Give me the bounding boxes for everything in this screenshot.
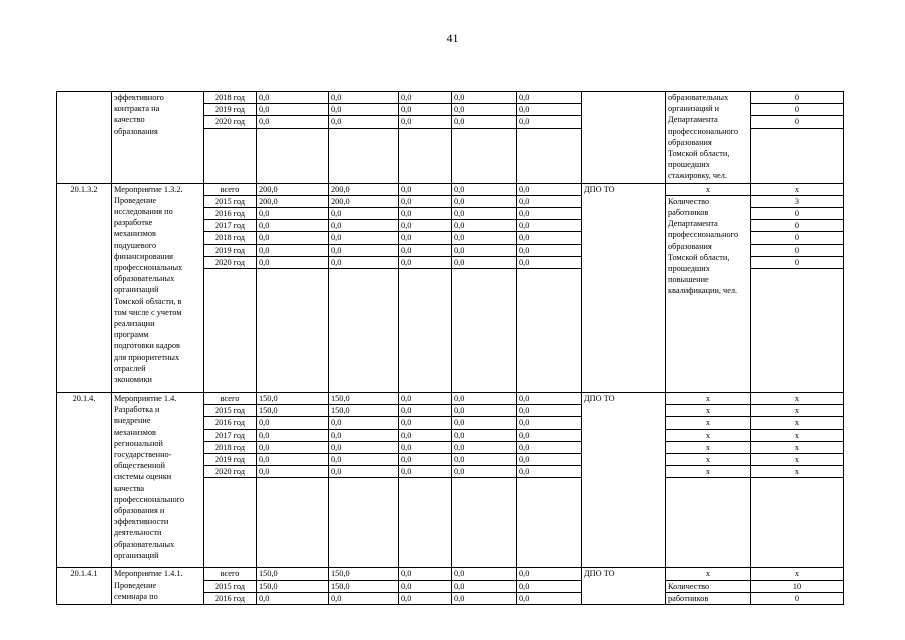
- indicator-value: 0: [751, 116, 844, 128]
- value-cell: 0,0: [452, 220, 517, 232]
- value-cell: 0,0: [452, 592, 517, 604]
- value-cell: 0,0: [257, 454, 329, 466]
- executor-cell: ДПО ТО: [582, 183, 666, 392]
- result-description: х: [666, 441, 751, 453]
- indicator-value: х: [751, 568, 844, 580]
- value-cell: 0,0: [517, 393, 582, 405]
- value-cell: 0,0: [399, 183, 452, 195]
- row-name: эффективного контракта на качество образования: [112, 92, 204, 184]
- table-row: [57, 568, 844, 580]
- value-cell: 0,0: [399, 393, 452, 405]
- row-name: Мероприятие 1.4.1. Проведение семинара по: [112, 568, 204, 605]
- value-cell: 0,0: [452, 208, 517, 220]
- indicator-value: х: [751, 393, 844, 405]
- value-cell: 0,0: [329, 429, 399, 441]
- value-cell: 150,0: [329, 580, 399, 592]
- value-cell: 0,0: [329, 256, 399, 268]
- indicator-value: 0: [751, 592, 844, 604]
- value-cell: 0,0: [399, 116, 452, 128]
- value-cell: 150,0: [257, 580, 329, 592]
- indicator-value: 3: [751, 195, 844, 207]
- result-description: х: [666, 429, 751, 441]
- value-cell: 0,0: [399, 454, 452, 466]
- result-description: образовательных организаций и Департамента профессионального образования Томской области, прошедших стажировку, чел.: [666, 92, 751, 184]
- value-cell: 0,0: [517, 405, 582, 417]
- value-cell: 200,0: [329, 195, 399, 207]
- value-cell: 0,0: [452, 195, 517, 207]
- year-cell: 2017 год: [204, 220, 257, 232]
- value-cell: 0,0: [329, 592, 399, 604]
- value-cell: 0,0: [399, 417, 452, 429]
- indicator-value: 0: [751, 104, 844, 116]
- value-cell: 0,0: [399, 466, 452, 478]
- value-cell: 0,0: [452, 393, 517, 405]
- value-cell: 0,0: [452, 92, 517, 104]
- value-cell: 0,0: [517, 441, 582, 453]
- value-cell: 0,0: [517, 183, 582, 195]
- page-number: 41: [446, 31, 459, 45]
- value-cell: 0,0: [257, 208, 329, 220]
- value-cell: 0,0: [329, 232, 399, 244]
- value-cell: 0,0: [257, 104, 329, 116]
- value-cell: 0,0: [257, 116, 329, 128]
- value-cell: 0,0: [257, 417, 329, 429]
- result-description: х: [666, 454, 751, 466]
- value-cell: 0,0: [257, 256, 329, 268]
- value-cell: 0,0: [399, 92, 452, 104]
- year-cell: 2019 год: [204, 454, 257, 466]
- year-cell: 2015 год: [204, 405, 257, 417]
- value-cell: 0,0: [517, 220, 582, 232]
- value-cell: 0,0: [399, 405, 452, 417]
- year-cell: 2020 год: [204, 256, 257, 268]
- value-cell: 0,0: [399, 256, 452, 268]
- value-cell: 200,0: [329, 183, 399, 195]
- executor-cell: ДПО ТО: [582, 393, 666, 568]
- value-cell: 0,0: [329, 244, 399, 256]
- value-cell: 0,0: [329, 208, 399, 220]
- year-cell: 2016 год: [204, 417, 257, 429]
- value-cell: 0,0: [329, 417, 399, 429]
- value-cell: 0,0: [329, 220, 399, 232]
- year-cell: 2018 год: [204, 441, 257, 453]
- year-cell: всего: [204, 393, 257, 405]
- value-cell: 0,0: [452, 244, 517, 256]
- value-cell: 0,0: [452, 405, 517, 417]
- value-cell: 0,0: [399, 568, 452, 580]
- indicator-value: х: [751, 429, 844, 441]
- value-cell: 0,0: [452, 441, 517, 453]
- value-cell: 0,0: [329, 92, 399, 104]
- year-cell: 2017 год: [204, 429, 257, 441]
- year-cell: 2015 год: [204, 195, 257, 207]
- value-cell: 200,0: [257, 183, 329, 195]
- table-row: [57, 183, 844, 195]
- value-cell: 0,0: [517, 454, 582, 466]
- value-cell: 0,0: [257, 592, 329, 604]
- result-description: х: [666, 417, 751, 429]
- result-description: работников: [666, 592, 751, 604]
- value-cell: 0,0: [452, 568, 517, 580]
- value-cell: 0,0: [517, 429, 582, 441]
- table-row: [57, 92, 844, 104]
- value-cell: 0,0: [452, 417, 517, 429]
- value-cell: 0,0: [517, 195, 582, 207]
- program-table: [56, 91, 844, 605]
- value-cell: 0,0: [329, 466, 399, 478]
- value-cell: 150,0: [329, 393, 399, 405]
- value-cell: 0,0: [257, 244, 329, 256]
- value-cell: 0,0: [517, 92, 582, 104]
- value-cell: 0,0: [399, 429, 452, 441]
- indicator-value: х: [751, 454, 844, 466]
- value-cell: 0,0: [517, 568, 582, 580]
- value-cell: 0,0: [452, 580, 517, 592]
- value-cell: 0,0: [257, 92, 329, 104]
- indicator-value: 10: [751, 580, 844, 592]
- year-cell: 2019 год: [204, 104, 257, 116]
- indicator-value: 0: [751, 92, 844, 104]
- value-cell: 0,0: [517, 256, 582, 268]
- indicator-value: х: [751, 405, 844, 417]
- value-cell: 0,0: [257, 429, 329, 441]
- value-cell: 0,0: [329, 104, 399, 116]
- row-code: 20.1.4.: [57, 393, 112, 568]
- value-cell: 0,0: [399, 195, 452, 207]
- value-cell: 0,0: [399, 232, 452, 244]
- value-cell: 0,0: [517, 244, 582, 256]
- year-cell: 2015 год: [204, 580, 257, 592]
- value-cell: 0,0: [452, 429, 517, 441]
- year-cell: 2020 год: [204, 116, 257, 128]
- year-cell: 2018 год: [204, 232, 257, 244]
- value-cell: 0,0: [257, 466, 329, 478]
- value-cell: 0,0: [452, 466, 517, 478]
- value-cell: 200,0: [257, 195, 329, 207]
- row-code: [57, 92, 112, 184]
- indicator-value: х: [751, 417, 844, 429]
- value-cell: 0,0: [517, 580, 582, 592]
- value-cell: 0,0: [452, 232, 517, 244]
- result-description: х: [666, 393, 751, 405]
- value-cell: 0,0: [517, 104, 582, 116]
- indicator-value: 0: [751, 256, 844, 268]
- value-cell: 0,0: [452, 256, 517, 268]
- value-cell: 0,0: [399, 441, 452, 453]
- result-description: Количество: [666, 580, 751, 592]
- value-cell: 0,0: [399, 104, 452, 116]
- value-cell: 150,0: [257, 393, 329, 405]
- result-description: х: [666, 405, 751, 417]
- result-description: х: [666, 568, 751, 580]
- indicator-value: 0: [751, 232, 844, 244]
- value-cell: 0,0: [399, 220, 452, 232]
- value-cell: 0,0: [452, 183, 517, 195]
- value-cell: 0,0: [399, 580, 452, 592]
- row-code: 20.1.3.2: [57, 183, 112, 392]
- value-cell: 0,0: [329, 441, 399, 453]
- result-description: х: [666, 466, 751, 478]
- row-code: 20.1.4.1: [57, 568, 112, 605]
- table-row: [57, 393, 844, 405]
- result-description: Количество работников Департамента профессионального образования Томской области, прошедших повышение квалификации, чел.: [666, 195, 751, 392]
- value-cell: 0,0: [329, 454, 399, 466]
- value-cell: 0,0: [517, 466, 582, 478]
- year-cell: 2019 год: [204, 244, 257, 256]
- year-cell: 2020 год: [204, 466, 257, 478]
- value-cell: 0,0: [452, 454, 517, 466]
- indicator-value: х: [751, 183, 844, 195]
- indicator-value: 0: [751, 244, 844, 256]
- value-cell: 150,0: [329, 405, 399, 417]
- year-cell: всего: [204, 568, 257, 580]
- year-cell: 2016 год: [204, 208, 257, 220]
- value-cell: 0,0: [257, 220, 329, 232]
- value-cell: 0,0: [399, 244, 452, 256]
- value-cell: 150,0: [257, 568, 329, 580]
- value-cell: 0,0: [452, 104, 517, 116]
- value-cell: 0,0: [517, 232, 582, 244]
- value-cell: 150,0: [329, 568, 399, 580]
- value-cell: 0,0: [517, 116, 582, 128]
- value-cell: 0,0: [257, 232, 329, 244]
- value-cell: 0,0: [329, 116, 399, 128]
- result-description: х: [666, 183, 751, 195]
- year-cell: 2016 год: [204, 592, 257, 604]
- row-name: Мероприятие 1.3.2. Проведение исследования по разработке механизмов подушевого финансирования профессиональных образовательных организаций Томской области, в том числе с учетом реализации программ подготовки кадров для приоритетных отраслей экономики: [112, 183, 204, 392]
- executor-cell: ДПО ТО: [582, 568, 666, 605]
- value-cell: 0,0: [517, 417, 582, 429]
- value-cell: 0,0: [399, 208, 452, 220]
- indicator-value: 0: [751, 208, 844, 220]
- indicator-value: 0: [751, 220, 844, 232]
- indicator-value: х: [751, 441, 844, 453]
- value-cell: 0,0: [517, 592, 582, 604]
- indicator-value: х: [751, 466, 844, 478]
- value-cell: 0,0: [257, 441, 329, 453]
- value-cell: 0,0: [399, 592, 452, 604]
- executor-cell: [582, 92, 666, 184]
- value-cell: 0,0: [517, 208, 582, 220]
- value-cell: 150,0: [257, 405, 329, 417]
- row-name: Мероприятие 1.4. Разработка и внедрение механизмов региональной государственно- общественной системы оценки качества профессионального образования и эффективности деятельности образовательных организаций: [112, 393, 204, 568]
- year-cell: всего: [204, 183, 257, 195]
- year-cell: 2018 год: [204, 92, 257, 104]
- value-cell: 0,0: [452, 116, 517, 128]
